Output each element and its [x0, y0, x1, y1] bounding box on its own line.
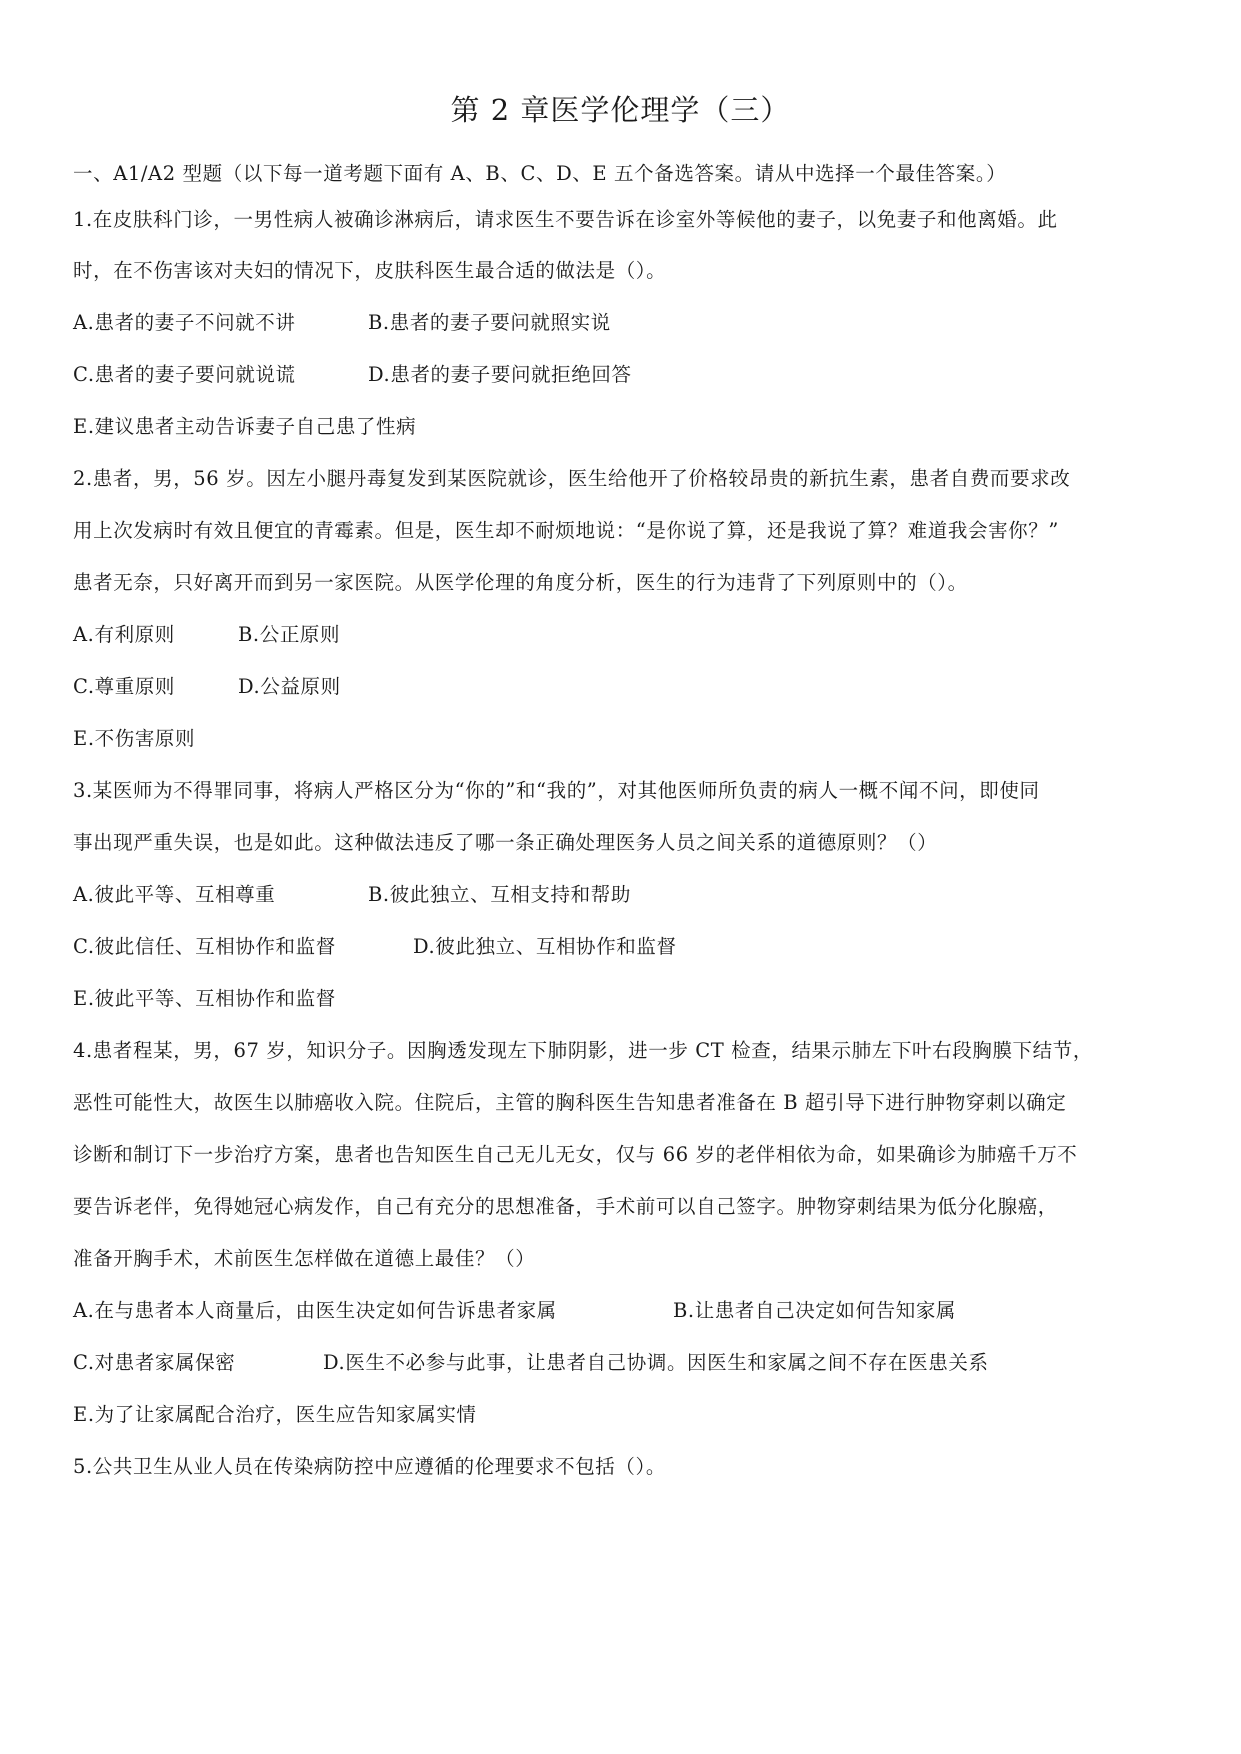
q1-stem-line-1: 1.在皮肤科门诊，一男性病人被确诊淋病后，请求医生不要告诉在诊室外等候他的妻子，以免妻子和他离婚。此 — [73, 208, 1058, 231]
q4-stem-line-2: 恶性可能性大，故医生以肺癌收入院。住院后，主管的胸科医生告知患者准备在 B 超引导下进行肿物穿刺以确定 — [73, 1091, 1067, 1114]
section-header: 一、A1/A2 型题（以下每一道考题下面有 A、B、C、D、E 五个备选答案。请从中选择一个最佳答案。） — [73, 162, 1007, 185]
q4-option-a: A.在与患者本人商量后，由医生决定如何告诉患者家属 — [73, 1299, 557, 1322]
q3-option-b: B.彼此独立、互相支持和帮助 — [368, 883, 631, 906]
q4-stem-line-3: 诊断和制订下一步治疗方案，患者也告知医生自己无儿无女，仅与 66 岁的老伴相依为命，如果确诊为肺癌千万不 — [73, 1143, 1078, 1166]
q1-option-c: C.患者的妻子要问就说谎 — [73, 363, 296, 386]
q4-option-e: E.为了让家属配合治疗，医生应告知家属实情 — [73, 1403, 477, 1426]
q1-option-d: D.患者的妻子要问就拒绝回答 — [368, 363, 632, 386]
page-title: 第 2 章医学伦理学（三） — [450, 93, 791, 127]
q2-option-b: B.公正原则 — [238, 623, 341, 646]
q5-stem-line-1: 5.公共卫生从业人员在传染病防控中应遵循的伦理要求不包括（）。 — [73, 1455, 666, 1478]
q2-options-row-2 — [73, 673, 341, 701]
q3-option-c: C.彼此信任、互相协作和监督 — [73, 935, 336, 958]
q4-stem-line-5: 准备开胸手术，术前医生怎样做在道德上最佳？（） — [73, 1247, 536, 1270]
q2-stem-line-3: 患者无奈，只好离开而到另一家医院。从医学伦理的角度分析，医生的行为违背了下列原则中的（）。 — [73, 571, 968, 594]
q2-stem-line-1: 2.患者，男，56 岁。因左小腿丹毒复发到某医院就诊，医生给他开了价格较昂贵的新抗生素，患者自费而要求改 — [73, 467, 1071, 490]
q4-options-row-2 — [73, 1349, 989, 1377]
q4-option-c: C.对患者家属保密 — [73, 1351, 236, 1374]
q3-stem-line-1: 3.某医师为不得罪同事，将病人严格区分为“你的”和“我的”，对其他医师所负责的病人一概不闻不问，即使同 — [73, 779, 1040, 802]
q3-stem-line-2: 事出现严重失误，也是如此。这种做法违反了哪一条正确处理医务人员之间关系的道德原则？（） — [73, 831, 938, 854]
q3-option-e: E.彼此平等、互相协作和监督 — [73, 987, 336, 1010]
q2-option-d: D.公益原则 — [238, 675, 341, 698]
q4-option-b: B.让患者自己决定如何告知家属 — [673, 1299, 957, 1322]
q4-stem-line-4: 要告诉老伴，免得她冠心病发作，自己有充分的思想准备，手术前可以自己签字。肿物穿刺结果为低分化腺癌， — [73, 1195, 1058, 1218]
q2-options-row-1 — [73, 621, 340, 649]
q1-option-b: B.患者的妻子要问就照实说 — [368, 311, 611, 334]
q2-stem-line-2: 用上次发病时有效且便宜的青霉素。但是，医生却不耐烦地说：“是你说了算，还是我说了算？难道我会害你？” — [73, 519, 1059, 542]
q1-stem-line-2: 时，在不伤害该对夫妇的情况下，皮肤科医生最合适的做法是（）。 — [73, 259, 667, 282]
q1-option-e: E.建议患者主动告诉妻子自己患了性病 — [73, 415, 417, 438]
q4-stem-line-1: 4.患者程某，男，67 岁，知识分子。因胸透发现左下肺阴影，进一步 CT 检查，结果示肺左下叶右段胸膜下结节， — [73, 1039, 1093, 1062]
q4-option-d: D.医生不必参与此事，让患者自己协调。因医生和家属之间不存在医患关系 — [323, 1351, 989, 1374]
q1-option-a: A.患者的妻子不问就不讲 — [73, 311, 296, 334]
q3-options-row-1 — [73, 881, 631, 909]
q3-option-a: A.彼此平等、互相尊重 — [73, 883, 276, 906]
q3-option-d: D.彼此独立、互相协作和监督 — [413, 935, 677, 958]
q2-option-c: C.尊重原则 — [73, 675, 176, 698]
q1-options-row-2 — [73, 361, 632, 389]
q4-options-row-1 — [73, 1297, 956, 1325]
q2-option-e: E.不伤害原则 — [73, 727, 196, 750]
q1-options-row-1 — [73, 309, 611, 337]
q3-options-row-2 — [73, 933, 677, 961]
q2-option-a: A.有利原则 — [73, 623, 175, 646]
